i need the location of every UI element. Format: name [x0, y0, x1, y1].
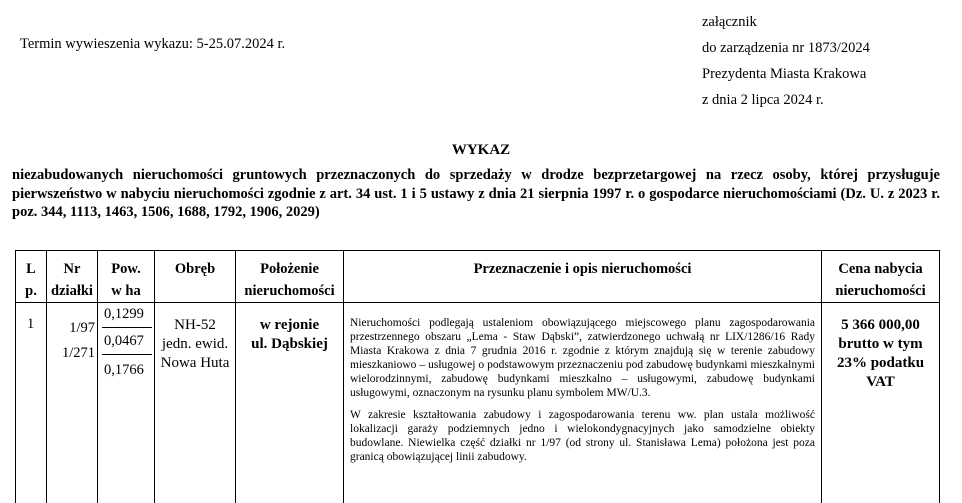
header-text: p.	[16, 280, 46, 302]
header-location	[236, 251, 344, 303]
cell-area	[98, 303, 155, 503]
cell-location	[236, 303, 344, 503]
header-text: Cena nabycia	[822, 258, 939, 280]
header-text: Położenie	[236, 258, 343, 280]
header-text: nieruchomości	[822, 280, 939, 302]
header-description	[344, 251, 822, 303]
price-line: brutto w tym	[822, 335, 939, 354]
annex-line: z dnia 2 lipca 2024 r.	[702, 87, 870, 113]
header-price	[822, 251, 940, 303]
header-text: działki	[47, 280, 97, 302]
header-parcel-number	[47, 251, 98, 303]
cell-parcel-number	[47, 303, 98, 503]
header-text: Nr	[47, 258, 97, 280]
header-text: nieruchomości	[236, 280, 343, 302]
description-paragraph: W zakresie kształtowania zabudowy i zagospodarowania terenu ww. plan ustala możliwość lokalizacji garaży podziemnych jedno i wielokondygnacyjnych jako samodzielne obiekty budowlane. Niewielka część działki nr 1/97 (od strony ul. Stanisława Lema) położona jest poza granicą obowiązującej linii zabudowy.	[350, 408, 815, 464]
location-line: ul. Dąbskiej	[236, 335, 343, 354]
document-subtitle: niezabudowanych nieruchomości gruntowych przeznaczonych do sprzedaży w drodze bezprzetargowej na rzecz osoby, której przysługuje pierwszeństwo w nabyciu nieruchomości zgodnie z art. 34 ust. 1 i 5 ustawy z dnia 21 sierpnia 1997 r. o gospodarce nieruchomościami (Dz. U. z 2023 r. poz. 344, 1113, 1463, 1506, 1688, 1792, 1906, 2029)	[12, 166, 940, 222]
header-precinct	[155, 251, 236, 303]
cell-lp	[16, 303, 47, 503]
header-lp	[16, 251, 47, 303]
annex-line: do zarządzenia nr 1873/2024	[702, 35, 870, 61]
precinct-line: NH-52	[155, 316, 235, 335]
cell-price	[822, 303, 940, 503]
price-line: 5 366 000,00	[822, 316, 939, 335]
parcel-list	[47, 303, 97, 366]
cell-precinct	[155, 303, 236, 503]
location-line: w rejonie	[236, 316, 343, 335]
posting-period: Termin wywieszenia wykazu: 5-25.07.2024 r.	[20, 36, 285, 53]
parcel-area: 0,0467	[102, 328, 152, 355]
parcel-area: 0,1299	[102, 303, 152, 328]
table-header-row	[16, 251, 940, 303]
header-text: Obręb	[155, 258, 235, 280]
price-text	[822, 303, 939, 392]
cell-description	[344, 303, 822, 503]
description-paragraph: Nieruchomości podlegają ustaleniom obowiązującego miejscowego planu zagospodarowania przestrzennego obszaru „Lema - Staw Dąbski”, zatwierdzonego uchwałą nr LIX/1286/16 Rady Miasta Krakowa z dnia 7 grudnia 2016 r. zgodnie z którym znajdują się w terenie zabudowy mieszkaniowo – usługowej o podstawowym przeznaczeniu pod zabudowę budynkami mieszkalnymi wielorodzinnymi, zabudowę budynkami mieszkalno – usługowymi, zabudowę budynkami usługowymi, oznaczonym na rysunku planu symbolem MW/U.3.	[350, 316, 815, 400]
annex-line: załącznik	[702, 9, 870, 35]
description-text	[344, 303, 821, 464]
precinct-text	[155, 303, 235, 373]
header-area	[98, 251, 155, 303]
price-line: VAT	[822, 373, 939, 392]
annex-reference	[702, 9, 870, 113]
header-text: Przeznaczenie i opis nieruchomości	[344, 258, 821, 280]
header-text: L	[16, 258, 46, 280]
location-text	[236, 303, 343, 354]
annex-line: Prezydenta Miasta Krakowa	[702, 61, 870, 87]
header-text: Pow.	[98, 258, 154, 280]
price-line: 23% podatku	[822, 354, 939, 373]
row-number: 1	[16, 303, 46, 333]
document-title: WYKAZ	[0, 142, 962, 159]
precinct-line: Nowa Huta	[155, 354, 235, 373]
area-total: 0,1766	[102, 355, 152, 381]
parcel-number: 1/271	[47, 341, 95, 366]
parcel-number: 1/97	[47, 316, 95, 341]
table-row	[16, 303, 940, 503]
header-text: w ha	[98, 280, 154, 302]
property-table	[15, 250, 940, 503]
precinct-line: jedn. ewid.	[155, 335, 235, 354]
